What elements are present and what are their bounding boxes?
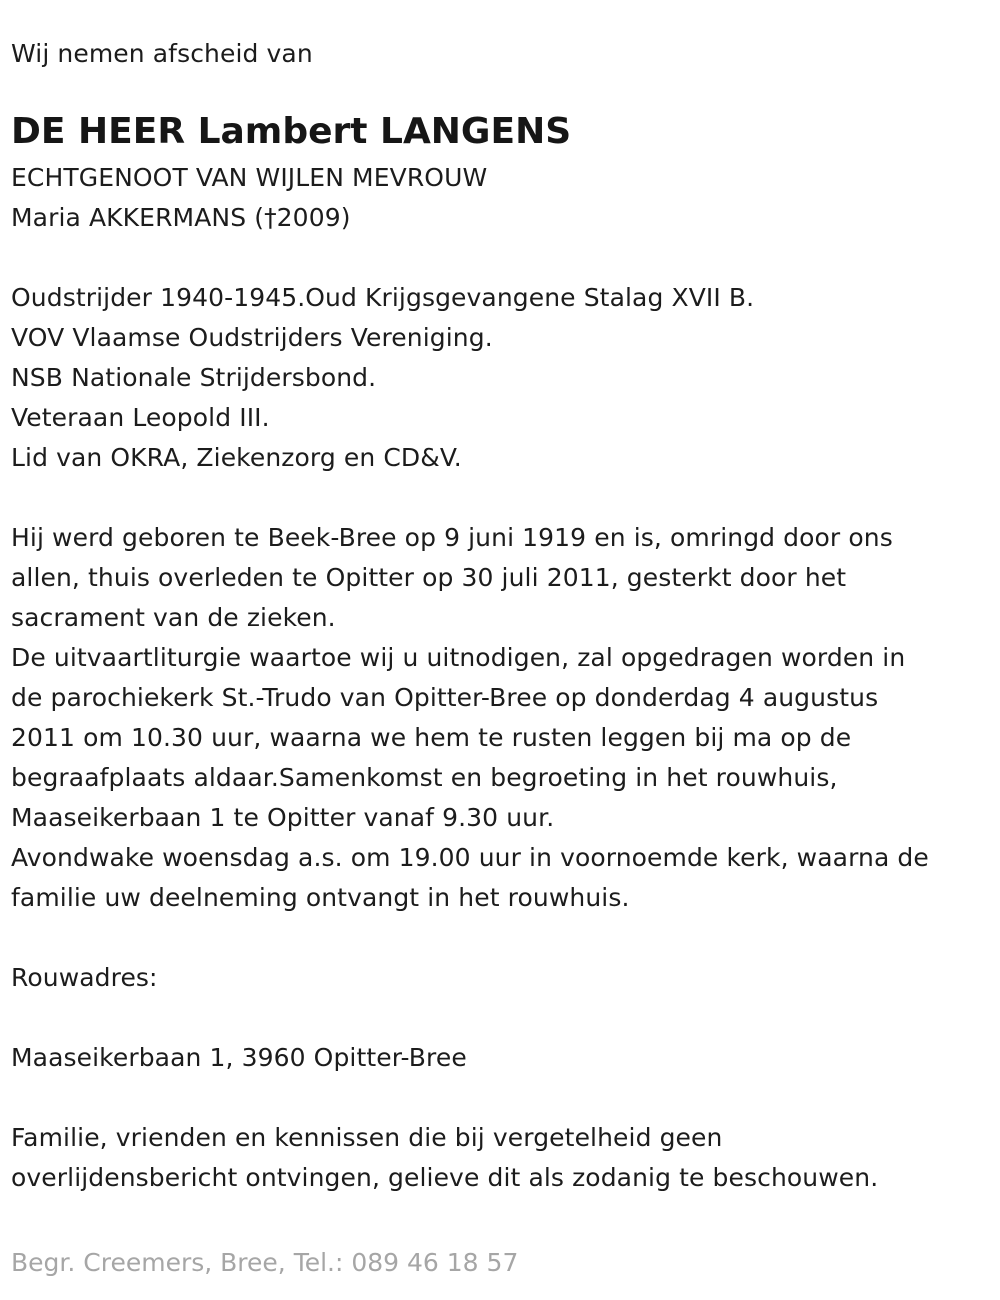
intro-text: Wij nemen afscheid van (11, 39, 313, 68)
notice-text (11, 1118, 991, 1198)
memberships-list (11, 278, 991, 478)
announcement-line: 2011 om 10.30 uur, waarna we hem te rusten leggen bij ma op de (11, 723, 852, 752)
spacer (11, 918, 991, 958)
address-label: Rouwadres: (11, 963, 158, 992)
announcement-line: allen, thuis overleden te Opitter op 30 juli 2011, gesterkt door het (11, 563, 847, 592)
announcement-line: familie uw deelneming ontvangt in het rouwhuis. (11, 883, 630, 912)
announcement-line: sacrament van de zieken. (11, 603, 336, 632)
announcement-line: Avondwake woensdag a.s. om 19.00 uur in voornoemde kerk, waarna de (11, 843, 929, 872)
spouse-line-2: Maria AKKERMANS (†2009) (11, 203, 351, 232)
spacer (11, 998, 991, 1038)
funeral-home-footer: Begr. Creemers, Bree, Tel.: 089 46 18 57 (11, 1248, 519, 1277)
notice-line: Familie, vrienden en kennissen die bij vergetelheid geen (11, 1123, 723, 1152)
announcement-line: De uitvaartliturgie waartoe wij u uitnodigen, zal opgedragen worden in (11, 643, 906, 672)
mourning-address: Maaseikerbaan 1, 3960 Opitter-Bree (11, 1043, 467, 1072)
announcement-line: de parochiekerk St.-Trudo van Opitter-Bree op donderdag 4 augustus (11, 683, 879, 712)
announcement-line: Maaseikerbaan 1 te Opitter vanaf 9.30 uur. (11, 803, 555, 832)
membership-item: VOV Vlaamse Oudstrijders Vereniging. (11, 323, 493, 352)
notice-line: overlijdensbericht ontvingen, gelieve dit als zodanig te beschouwen. (11, 1163, 879, 1192)
membership-item: Veteraan Leopold III. (11, 403, 270, 432)
membership-item: Lid van OKRA, Ziekenzorg en CD&V. (11, 443, 462, 472)
announcement-line: Hij werd geboren te Beek-Bree op 9 juni 1919 en is, omringd door ons (11, 523, 893, 552)
spacer (11, 238, 991, 278)
spacer (11, 478, 991, 518)
announcement-line: begraafplaats aldaar.Samenkomst en begroeting in het rouwhuis, (11, 763, 838, 792)
obituary-notice (11, 34, 991, 1198)
spacer (11, 1078, 991, 1118)
spouse-line-1: ECHTGENOOT VAN WIJLEN MEVROUW (11, 163, 488, 192)
deceased-name: DE HEER Lambert LANGENS (11, 111, 572, 152)
announcement-text (11, 518, 991, 918)
membership-item: NSB Nationale Strijdersbond. (11, 363, 377, 392)
membership-item: Oudstrijder 1940-1945.Oud Krijgsgevangene Stalag XVII B. (11, 283, 755, 312)
